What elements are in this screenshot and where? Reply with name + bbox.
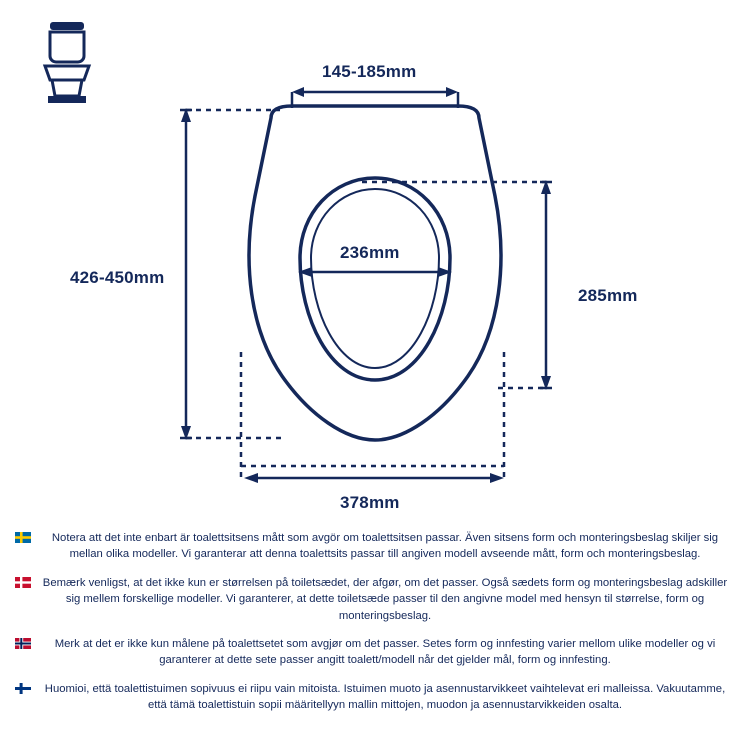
- dimension-label-inner-width: 236mm: [340, 243, 400, 262]
- note-text: Merk at det er ikke kun målene på toalettsetet som avgjør om det passer. Setes form og innfesting varier mellom ulike modeller og vi garanterer at dette sete passer angitt toalett/modell når det gjelder mål, form og innfesting.: [54, 637, 716, 667]
- note-da: [10, 575, 740, 624]
- dimension-total-height: [180, 108, 192, 440]
- dimension-label-inner-height: 285mm: [578, 286, 638, 305]
- dimension-inner-width: [298, 267, 452, 277]
- toilet-icon: [45, 22, 89, 103]
- sweden-flag-icon: [15, 532, 31, 543]
- note-text: Notera att det inte enbart är toalettsitsens mått som avgör om toalettsitsen passar. Även sitsens form och monteringsbeslag skiljer sig mellan olika modeller. Vi garanterar att denna toalettsits passar till angiven modell avseende mått, form och monteringsbeslag.: [51, 532, 719, 561]
- note-sv: [10, 530, 740, 563]
- extension-lines-inner-height: [362, 182, 546, 388]
- finland-flag-icon: [15, 683, 31, 694]
- note-text: Bemærk venligst, at det ikke kun er størrelsen på toiletsædet, der afgør, om det passer. Også sædets form og monteringsbeslag adskiller sig mellem forskellige modeller. Vi garanterer, at dette toiletsæde passer til den angivne model med hensyn til størrelse, form og monteringsbeslag.: [42, 576, 728, 622]
- dimension-label-total-height: 426-450mm: [70, 268, 165, 287]
- extension-lines-height: [186, 110, 282, 438]
- denmark-flag-icon: [15, 577, 31, 588]
- note-no: [10, 636, 740, 669]
- seat-inner-opening-outer: [300, 178, 450, 380]
- notes-section: [0, 530, 750, 725]
- seat-inner-opening-inner: [311, 189, 439, 368]
- dimension-label-depth: 378mm: [340, 493, 400, 512]
- dimension-bottom-depth: [244, 473, 504, 483]
- norway-flag-icon: [15, 638, 31, 649]
- note-text: Huomioi, että toalettistuimen sopivuus ei riipu vain mitoista. Istuimen muoto ja asennustarvikkeet vaihtelevat eri malleissa. Vakuutamme, että tämä toalettistuin sopii määritellyyn mallin mittojen, muodon ja asennustarvikkeiden osalta.: [44, 682, 726, 711]
- dimension-label-top-width: 145-185mm: [322, 62, 417, 81]
- dimension-inner-height: [540, 180, 552, 390]
- note-fi: [10, 681, 740, 714]
